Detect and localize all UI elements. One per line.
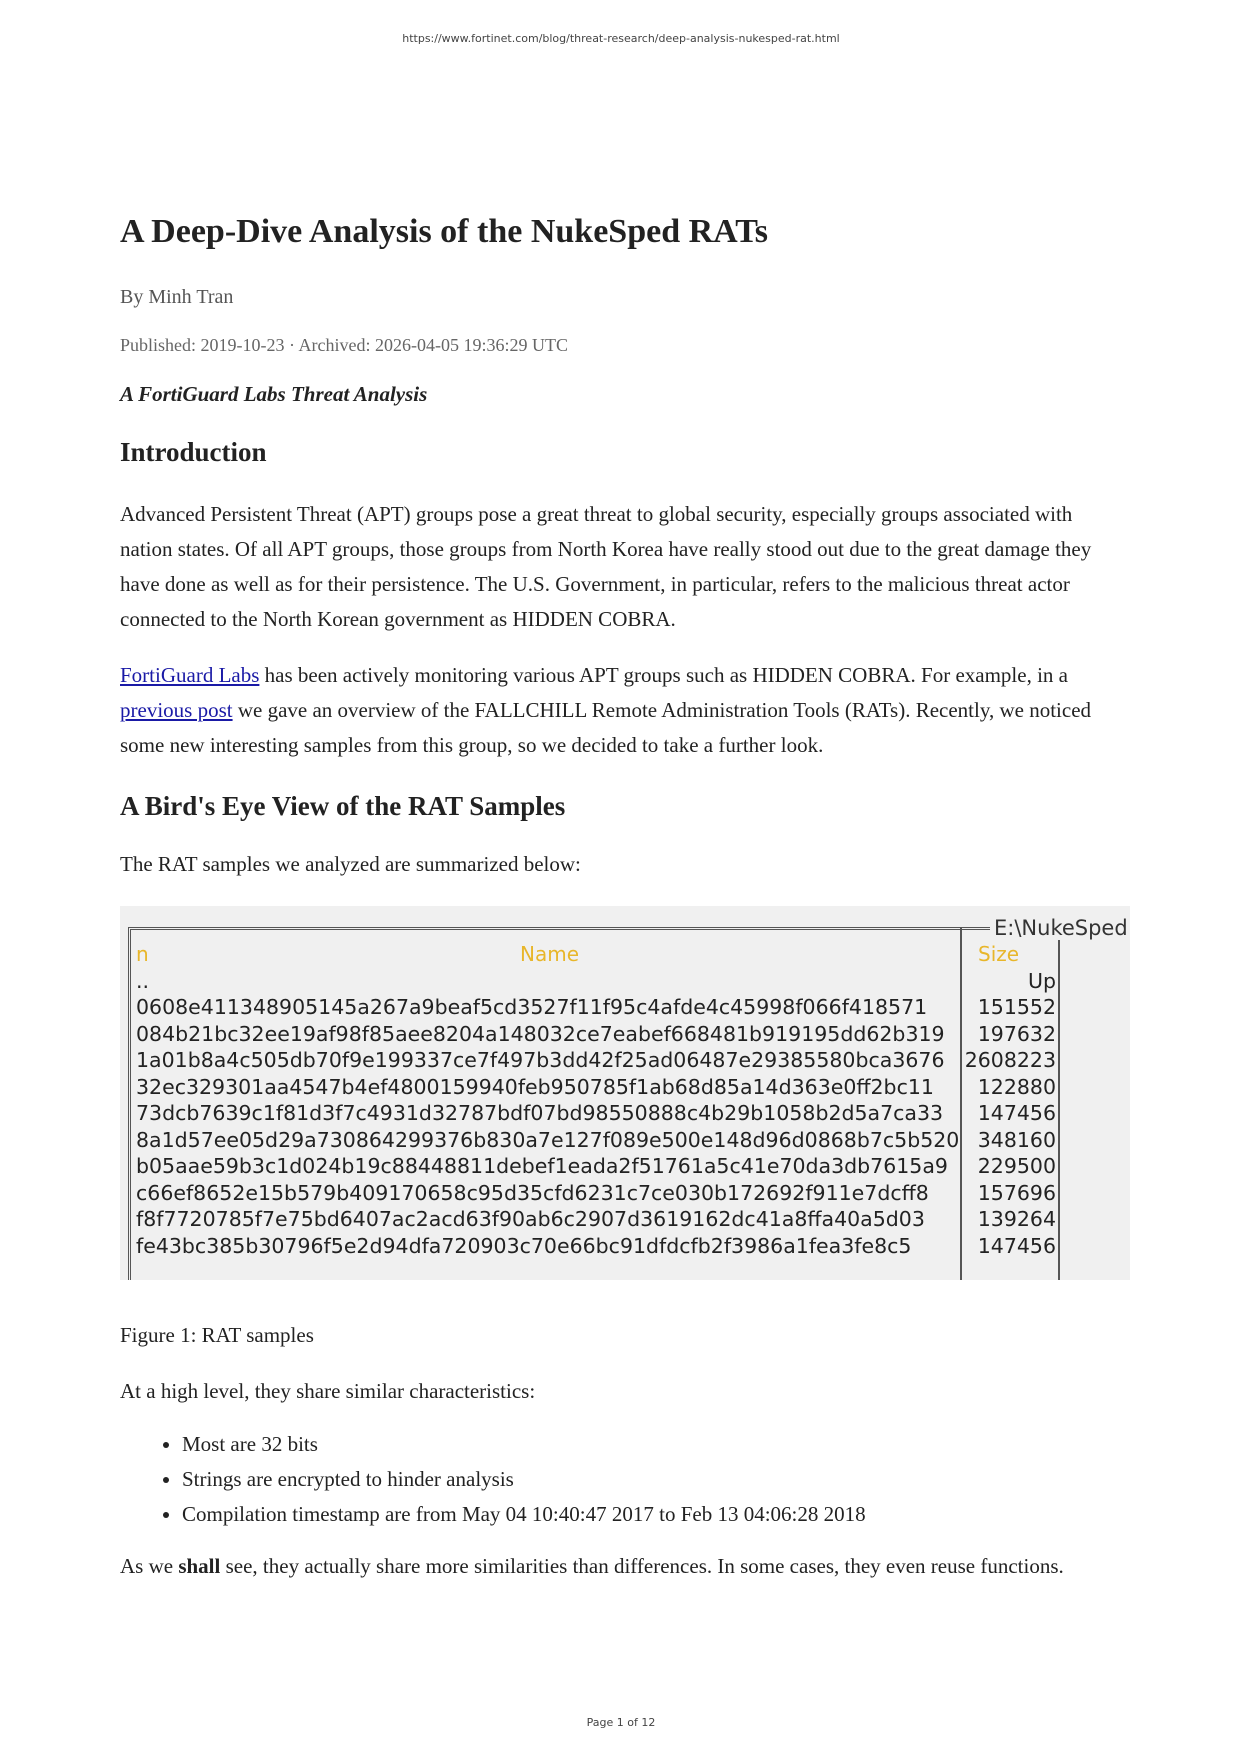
file-row[interactable] [136, 1021, 1056, 1048]
file-row[interactable] [136, 1074, 1056, 1101]
file-row[interactable] [136, 1180, 1056, 1207]
traits-list [120, 1427, 1130, 1532]
file-size: 139264 [977, 1207, 1056, 1232]
fortiguard-labs-link[interactable]: FortiGuard Labs [120, 662, 260, 687]
birds-eye-heading: A Bird's Eye View of the RAT Samples [120, 790, 566, 821]
file-row[interactable] [136, 1153, 1056, 1180]
file-name: 084b21bc32ee19af98f85aee8204a148032ce7eabef668481b919195dd62b319 [136, 1021, 945, 1046]
trait-item: • Strings are encrypted to hinder analysis [182, 1462, 1130, 1497]
figure-caption: Figure 1: RAT samples [120, 1322, 314, 1347]
closing-text-b: see, they actually share more similarities than differences. In some cases, they even reuse functions. [220, 1553, 1064, 1578]
panel-path: E:\NukeSped [990, 916, 1130, 940]
closing-bold: shall [178, 1553, 221, 1578]
file-row[interactable] [136, 1233, 1056, 1260]
file-size: 147456 [977, 1233, 1056, 1258]
file-size: 122880 [977, 1074, 1056, 1099]
intro-paragraph-1: Advanced Persistent Threat (APT) groups pose a great threat to global security, especially groups associated with nation states. Of all APT groups, those groups from North Korea have really stood out due to the great damage they have done as well as for their persistence. The U.S. Government, in particular, refers to the malicious threat actor connected to the North Korean government as HIDDEN COBRA. [120, 501, 1092, 631]
file-name: 1a01b8a4c505db70f9e199337ce7f497b3dd42f25ad06487e29385580bca3676 [136, 1048, 945, 1073]
file-row[interactable] [136, 1206, 1056, 1233]
rat-samples-figure [120, 906, 1130, 1280]
file-size: 229500 [977, 1154, 1056, 1179]
trait-item: • Most are 32 bits [182, 1427, 1130, 1462]
intro-paragraph-2-text-a: has been actively monitoring various APT groups such as HIDDEN COBRA. For example, in a [259, 662, 1068, 687]
byline: By Minh Tran [120, 285, 234, 308]
file-size: 147456 [977, 1101, 1056, 1126]
previous-post-link[interactable]: previous post [120, 697, 233, 722]
samples-intro: The RAT samples we analyzed are summarized below: [120, 851, 581, 876]
file-name: 0608e411348905145a267a9beaf5cd3527f11f95c4afde4c45998f066f418571 [136, 995, 928, 1020]
file-name: 73dcb7639c1f81d3f7c4931d32787bdf07bd98550888c4b29b1058b2d5a7ca33 [136, 1101, 944, 1126]
file-row[interactable] [136, 1047, 1056, 1074]
intro-paragraph-2 [120, 658, 1130, 763]
file-row[interactable] [136, 968, 1056, 995]
file-size: 151552 [977, 995, 1056, 1020]
file-name: .. [136, 968, 150, 993]
file-size: 157696 [977, 1180, 1056, 1205]
intro-paragraph-2-text-b: we gave an overview of the FALLCHILL Remote Administration Tools (RATs). Recently, we noticed some new interesting samples from this group, so we decided to take a further look. [120, 697, 1092, 757]
file-size: Up [1027, 968, 1056, 993]
file-name: fe43bc385b30796f5e2d94dfa720903c70e66bc91dfdcfb2f3986a1fea3fe8c5 [136, 1233, 912, 1258]
file-name: 8a1d57ee05d29a730864299376b830a7e127f089e500e148d96d0868b7c5b520 [136, 1127, 960, 1152]
column-header-size: Size [978, 941, 1020, 966]
panel-right-border [1058, 927, 1060, 1280]
introduction-heading: Introduction [120, 436, 267, 467]
file-row[interactable] [136, 994, 1056, 1021]
file-list [136, 968, 1056, 1260]
file-name: 32ec329301aa4547b4ef4800159940feb950785f1ab68d85a14d363e0ff2bc11 [136, 1074, 934, 1099]
file-size: 348160 [977, 1127, 1056, 1152]
high-level-intro: At a high level, they share similar characteristics: [120, 1378, 536, 1403]
closing-paragraph [120, 1549, 1130, 1584]
file-name: c66ef8652e15b579b409170658c95d35cfd6231c7ce030b172692f911e7dcff8 [136, 1180, 929, 1205]
article [120, 212, 1130, 1584]
publish-dates: Published: 2019-10-23 · Archived: 2026-04-05 19:36:29 UTC [120, 334, 568, 355]
page-number: Page 1 of 12 [586, 1716, 656, 1729]
trait-item: • Compilation timestamp are from May 04 10:40:47 2017 to Feb 13 04:06:28 2018 [182, 1497, 1130, 1532]
file-size: 197632 [977, 1021, 1056, 1046]
column-header-n: n [136, 941, 149, 966]
file-name: f8f7720785f7e75bd6407ac2acd63f90ab6c2907d3619162dc41a8ffa40a5d03 [136, 1207, 925, 1232]
file-size: 2608223 [964, 1048, 1056, 1073]
file-row[interactable] [136, 1127, 1056, 1154]
closing-text-a: As we [120, 1553, 179, 1578]
page-url: https://www.fortinet.com/blog/threat-research/deep-analysis-nukesped-rat.html [402, 32, 840, 45]
file-row[interactable] [136, 1100, 1056, 1127]
file-name: b05aae59b3c1d024b19c88448811debef1eada2f51761a5c41e70da3db7615a9 [136, 1154, 948, 1179]
column-header-name: Name [520, 941, 580, 966]
article-title: A Deep-Dive Analysis of the NukeSped RATs [120, 213, 768, 250]
tagline: A FortiGuard Labs Threat Analysis [120, 381, 428, 406]
